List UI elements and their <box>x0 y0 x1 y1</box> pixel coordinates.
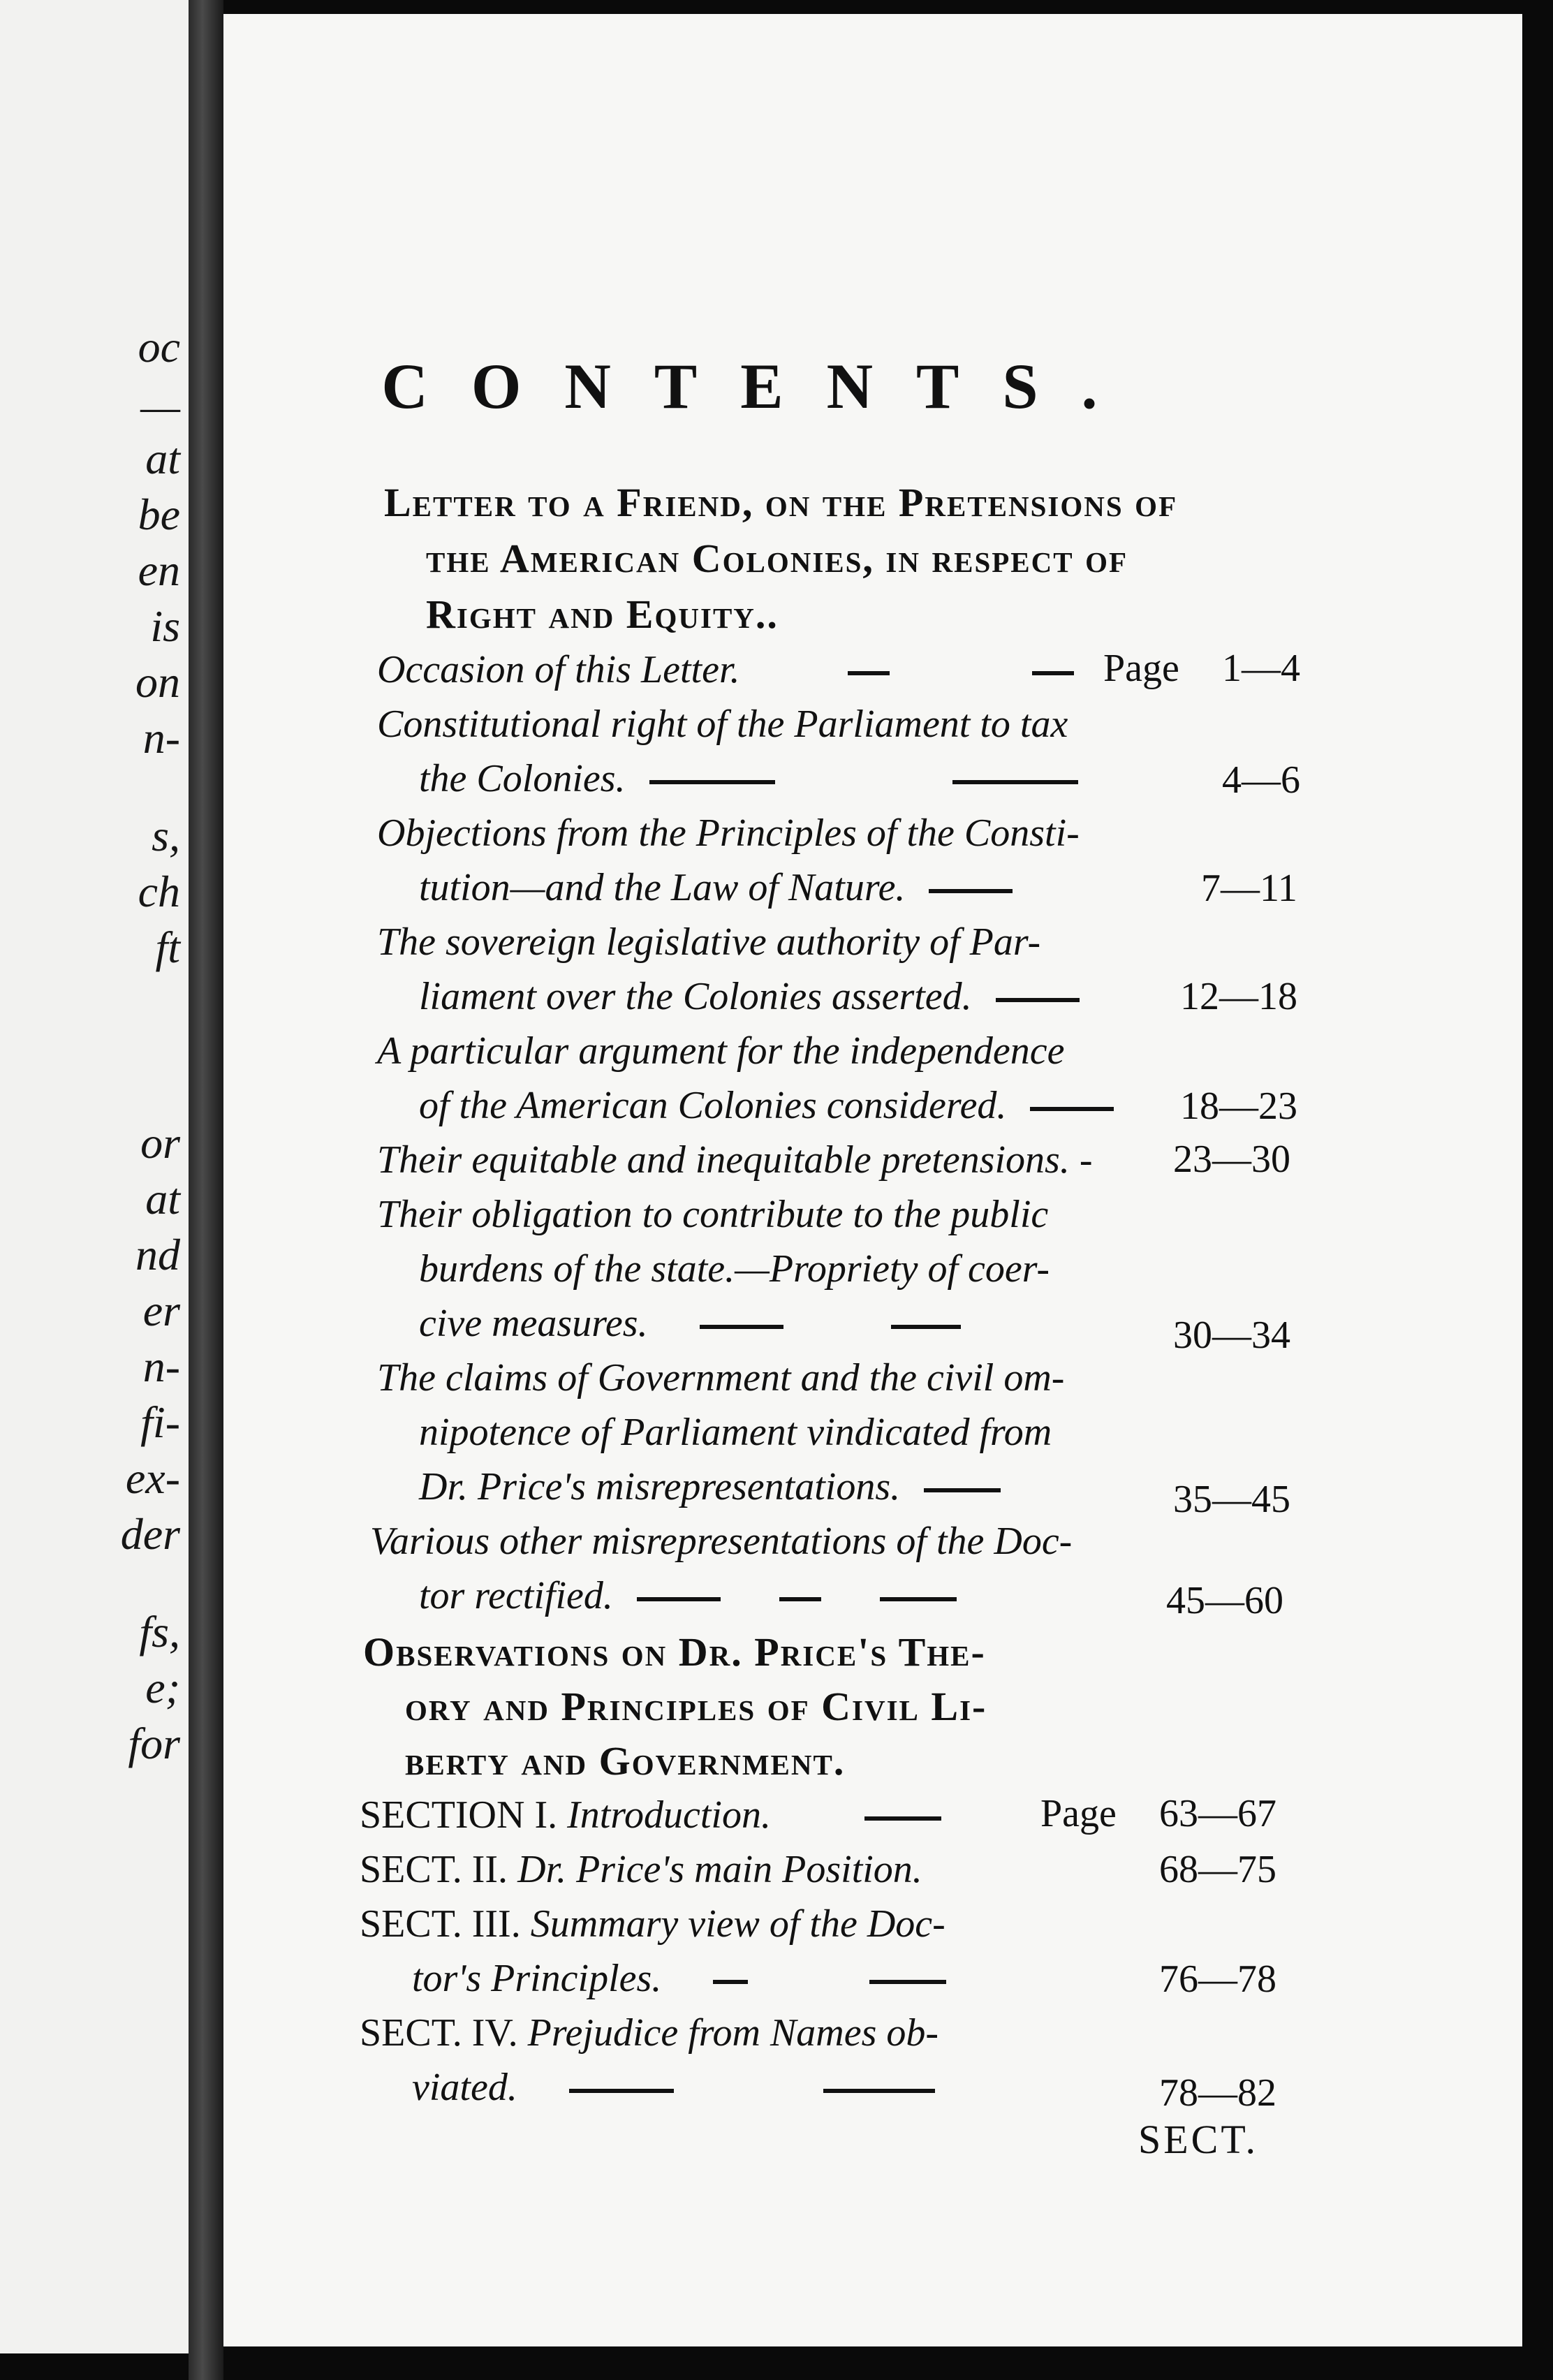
toc-entry-9-line-2: tor rectified. <box>419 1569 971 1623</box>
margin-fragment: ft <box>155 923 180 972</box>
margin-fragment: e; <box>145 1663 180 1712</box>
leader-dash <box>848 671 890 675</box>
page-label: Page <box>1103 647 1179 690</box>
margin-fragment: ch <box>138 867 180 916</box>
margin-fragment: oc <box>138 322 180 372</box>
toc-entry-8-line-1: The claims of Government and the civil om- <box>377 1356 1065 1400</box>
leader-dash <box>649 780 775 784</box>
page-range: 45—60 <box>1166 1579 1283 1622</box>
toc-entry-2-line-2: the Colonies. <box>419 751 1092 806</box>
page-range: 4—6 <box>1222 758 1300 802</box>
section-entry-3-line-2: tor's Principles. <box>412 1951 960 2006</box>
margin-fragment: fi- <box>140 1397 180 1447</box>
toc-entry-2-line-1: Constitutional right of the Parliament to tax <box>377 703 1068 746</box>
section-entry-3-line-1: SECT. III. Summary view of the Doc- <box>360 1902 945 1946</box>
margin-fragment: der <box>120 1509 180 1559</box>
margin-fragment: s, <box>152 811 180 860</box>
page-title: CONTENTS. <box>381 351 1141 422</box>
catchword: SECT. <box>1138 2117 1258 2162</box>
page-range: 1—4 <box>1222 647 1300 690</box>
toc-entry-8-line-3: Dr. Price's misrepresentations. <box>419 1460 1015 1514</box>
margin-fragment: be <box>138 490 180 539</box>
margin-fragment: ex- <box>125 1453 180 1503</box>
leader-dash <box>924 1488 1001 1492</box>
leader-dash <box>864 1816 941 1821</box>
page-range: 30—34 <box>1173 1314 1290 1357</box>
margin-fragment: n- <box>142 713 180 763</box>
toc-entry-7-line-1: Their obligation to contribute to the public <box>377 1193 1049 1236</box>
toc-entry-5-line-1: A particular argument for the independence <box>377 1029 1065 1073</box>
section-entry-4-line-2: viated. <box>412 2060 949 2115</box>
part2-heading-line-2: ory and Principles of Civil Li- <box>405 1684 987 1729</box>
margin-fragment: is <box>150 601 180 651</box>
leader-dash <box>1032 671 1074 675</box>
left-facing-page <box>0 0 189 2353</box>
section-entry-1: SECTION I. Introduction. <box>360 1788 955 1842</box>
entry-text: Occasion of this Letter. <box>377 648 740 691</box>
leader-dash <box>823 2089 935 2093</box>
toc-entry-7-line-3: cive measures. <box>419 1296 975 1351</box>
leader-dash <box>637 1597 721 1601</box>
book-gutter <box>189 0 223 2380</box>
leader-dash <box>713 1980 748 1984</box>
toc-entry-3-line-1: Objections from the Principles of the Consti- <box>377 811 1080 855</box>
margin-fragment: — <box>140 381 180 431</box>
toc-entry-6: Their equitable and inequitable pretensions. - <box>377 1138 1093 1182</box>
toc-entry-9-line-1: Various other misrepresentations of the Doc- <box>370 1520 1073 1563</box>
page-range: 7—11 <box>1201 867 1297 910</box>
leader-dash <box>880 1597 957 1601</box>
margin-fragment: at <box>145 1174 180 1224</box>
toc-entry-4-line-1: The sovereign legislative authority of Par- <box>377 920 1041 964</box>
leader-dash <box>869 1980 946 1984</box>
leader-dash <box>952 780 1078 784</box>
margin-fragment: for <box>128 1719 180 1768</box>
section-entry-2: SECT. II. Dr. Price's main Position. <box>360 1848 922 1891</box>
leader-dash <box>779 1597 821 1601</box>
part2-heading-line-1: Observations on Dr. Price's The- <box>363 1629 986 1675</box>
margin-fragment: on <box>135 657 180 707</box>
page-range: 76—78 <box>1159 1957 1276 2001</box>
margin-fragment: nd <box>135 1230 180 1279</box>
page-range: 12—18 <box>1180 975 1297 1018</box>
leader-dash <box>569 2089 674 2093</box>
margin-fragment: fs, <box>139 1607 180 1657</box>
leader-dash <box>929 889 1013 893</box>
toc-entry-7-line-2: burdens of the state.—Propriety of coer- <box>419 1247 1050 1291</box>
page-range: 35—45 <box>1173 1478 1290 1521</box>
toc-entry-8-line-2: nipotence of Parliament vindicated from <box>419 1411 1052 1454</box>
part1-heading-line-1: Letter to a Friend, on the Pretensions of <box>384 480 1178 525</box>
section-entry-4-line-1: SECT. IV. Prejudice from Names ob- <box>360 2011 939 2055</box>
part2-heading-line-3: berty and Government. <box>405 1738 846 1784</box>
leader-dash <box>891 1325 961 1329</box>
margin-fragment: er <box>142 1286 180 1335</box>
toc-entry-1 <box>377 642 1088 697</box>
leader-dash <box>1030 1107 1114 1111</box>
page-range: 68—75 <box>1159 1848 1276 1891</box>
page-range: 78—82 <box>1159 2071 1276 2115</box>
margin-fragment: n- <box>142 1342 180 1391</box>
leader-dash <box>700 1325 783 1329</box>
page-label: Page <box>1040 1792 1117 1835</box>
part1-heading-line-3: Right and Equity.. <box>426 592 779 637</box>
part1-heading-line-2: the American Colonies, in respect of <box>426 536 1128 581</box>
leader-dash <box>996 998 1080 1002</box>
page-range: 18—23 <box>1180 1085 1297 1128</box>
margin-fragment: at <box>145 434 180 483</box>
margin-fragment: en <box>138 545 180 595</box>
toc-entry-4-line-2: liament over the Colonies asserted. <box>419 969 1094 1024</box>
toc-entry-3-line-2: tution—and the Law of Nature. <box>419 860 1026 915</box>
margin-fragment: or <box>140 1118 180 1168</box>
page-range: 23—30 <box>1173 1138 1290 1181</box>
toc-entry-5-line-2: of the American Colonies considered. <box>419 1078 1128 1133</box>
page-range: 63—67 <box>1159 1792 1276 1835</box>
